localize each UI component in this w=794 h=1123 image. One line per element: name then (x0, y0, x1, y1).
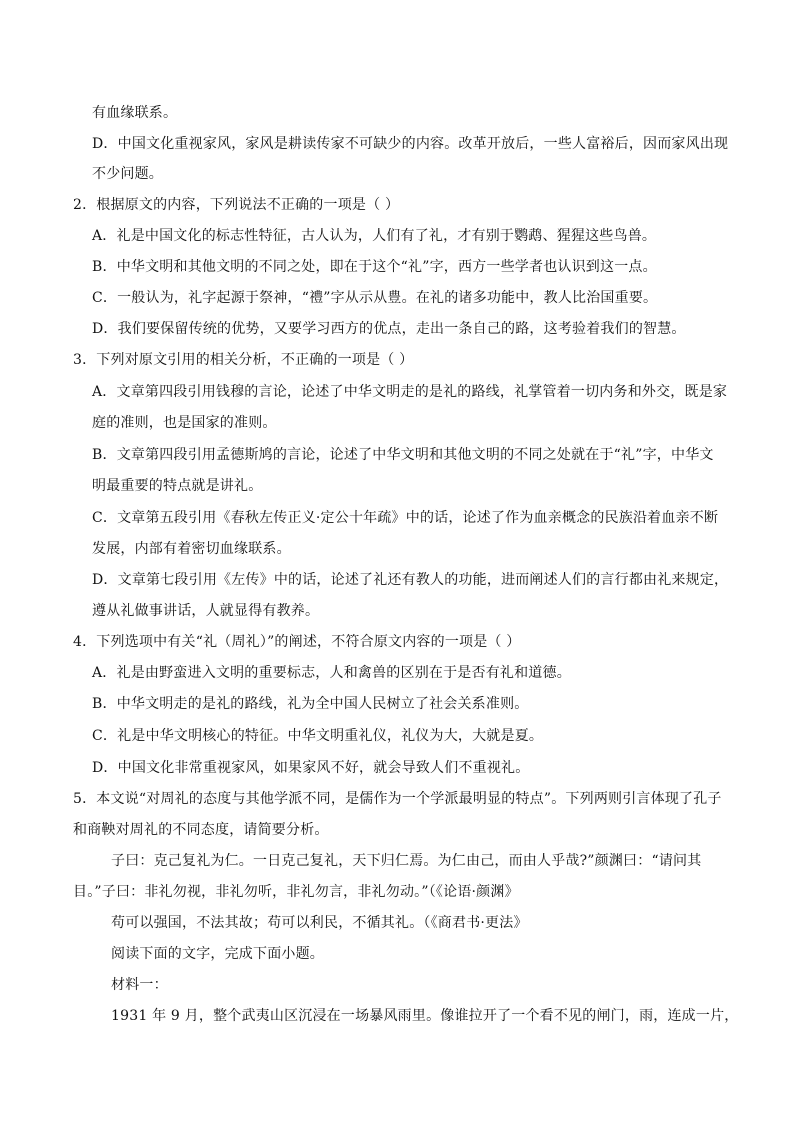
text-line: 不少问题。 (92, 166, 163, 182)
option-d-q2: D．我们要保留传统的优势，又要学习西方的优点，走出一条自己的路，这考验着我们的智慧。 (92, 321, 686, 337)
question-4: 4．下列选项中有关“礼（周礼）”的阐述，不符合原文内容的一项是（ ） (73, 634, 521, 650)
option-a-q4: A．礼是由野蛮进入文明的重要标志，人和禽兽的区别在于是否有礼和道德。 (92, 665, 571, 681)
material-text: 1931 年 9 月，整个武夷山区沉浸在一场暴风雨里。像谁拉开了一个看不见的闸门，雨，连成一片， (111, 1008, 739, 1024)
question-3: 3．下列对原文引用的相关分析，不正确的一项是（ ） (73, 352, 414, 368)
text-line: 目。”子曰：非礼勿视，非礼勿听，非礼勿言，非礼勿动。”（《论语·颜渊》 (73, 884, 519, 900)
question-2: 2．根据原文的内容，下列说法不正确的一项是（ ） (73, 197, 400, 213)
option-d-q4: D．中国文化非常重视家风，如果家风不好，就会导致人们不重视礼。 (92, 760, 530, 776)
option-c-q4: C．礼是中华文明核心的特征。中华文明重礼仪，礼仪为大，大就是夏。 (92, 728, 544, 744)
option-c-q3: C．文章第五段引用《春秋左传正义·定公十年疏》中的话，论述了作为血亲概念的民族沿着血亲不断 (92, 510, 719, 526)
option-b-q3: B．文章第四段引用孟德斯鸠的言论，论述了中华文明和其他文明的不同之处就在于“礼”字，中华文 (92, 447, 714, 463)
material-heading: 材料一： (111, 977, 168, 993)
option-d-q3: D．文章第七段引用《左传》中的话，论述了礼还有教人的功能，进而阐述人们的言行都由礼来规定， (92, 572, 729, 588)
option-b-q4: B．中华文明走的是礼的路线，礼为全中国人民树立了社会关系准则。 (92, 696, 529, 712)
text-line: 明最重要的特点就是讲礼。 (92, 478, 263, 494)
option-d-q1: D．中国文化重视家风，家风是耕读传家不可缺少的内容。改革开放后，一些人富裕后，因而家风出现 (92, 136, 729, 152)
reading-instruction: 阅读下面的文字，完成下面小题。 (111, 946, 324, 962)
question-5: 5．本文说“对周礼的态度与其他学派不同，是儒作为一个学派最明显的特点”。下列两则引言体现了孔子 (73, 791, 722, 807)
text-line: 遵从礼做事讲话，人就显得有教养。 (92, 603, 320, 619)
text-line: 和商鞅对周礼的不同态度，请简要分析。 (73, 822, 329, 838)
option-a-q2: A．礼是中国文化的标志性特征，古人认为，人们有了礼，才有别于鹦鹉、猩猩这些鸟兽。 (92, 228, 657, 244)
text-line: 有血缘联系。 (92, 105, 178, 121)
quote-lunyu: 子曰：克己复礼为仁。一日克己复礼，天下归仁焉。为仁由己，而由人乎哉?”颜渊曰：“请问其 (111, 853, 702, 869)
text-line: 庭的准则，也是国家的准则。 (92, 415, 277, 431)
option-c-q2: C．一般认为，礼字起源于祭神，“禮”字从示从豊。在礼的诸多功能中，教人比治国重要。 (92, 290, 658, 306)
text-line: 发展，内部有着密切血缘联系。 (92, 541, 291, 557)
option-a-q3: A．文章第四段引用钱穆的言论，论述了中华文明走的是礼的路线，礼掌管着一切内务和外交，既是家 (92, 384, 728, 400)
quote-shangjunshu: 苟可以强国，不法其故；苟可以利民，不循其礼。（《商君书·更法》 (111, 915, 528, 931)
option-b-q2: B．中华文明和其他文明的不同之处，即在于这个“礼”字，西方一些学者也认识到这一点。 (92, 259, 657, 275)
